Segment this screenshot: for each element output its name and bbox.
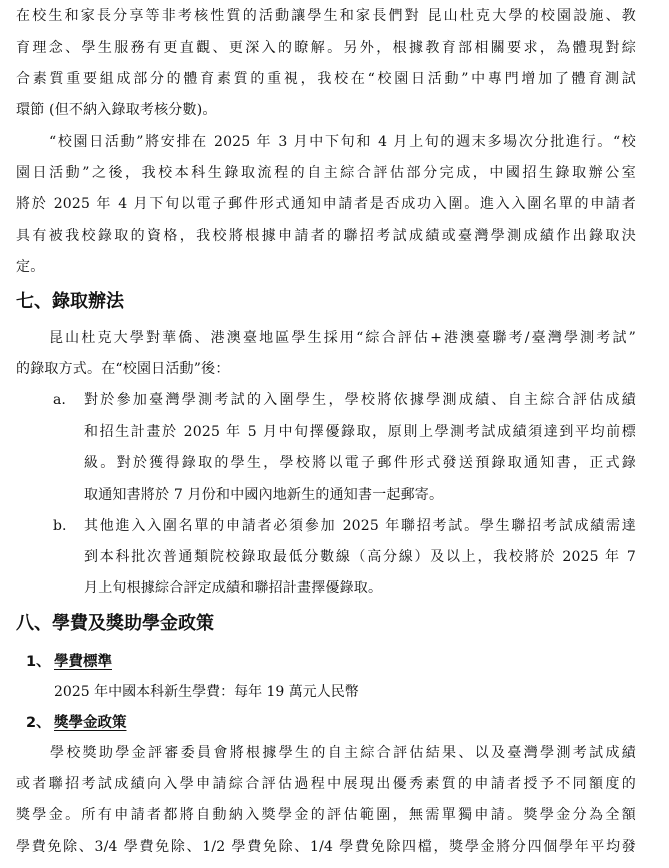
list-item-line: 和招生計畫於 2025 年 5 月中旬擇優錄取，原則上學測考試成績須達到平均前標 (84, 424, 636, 440)
schedule-line: “校園日活動”將安排在 2025 年 3 月中下旬和 4 月上旬的週末多場次分批進行。“校 (49, 134, 636, 150)
intro-line: 育理念、學生服務有更直觀、更深入的瞭解。另外，根據教育部相關要求，為體現對綜 (16, 40, 636, 56)
list-item-line: 級。對於獲得錄取的學生，學校將以電子郵件形式發送預錄取通知書，正式錄 (84, 455, 636, 471)
scholarship-line: 或者聯招考試成績向入學申請綜合評估過程中展現出優秀素質的申請者授予不同額度的 (16, 776, 636, 792)
schedule-line: 將於 2025 年 4 月下旬以電子郵件形式通知申請者是否成功入圍。進入入圍名單的申請者 (16, 196, 636, 212)
list-item-line: 到本科批次普通類院校錄取最低分數線（高分線）及以上，我校將於 2025 年 7 (84, 549, 636, 565)
subsection-number: 1、 (26, 654, 51, 670)
schedule-line: 園日活動”之後，我校本科生錄取流程的自主綜合評估部分完成，中國招生錄取辦公室 (16, 165, 636, 181)
schedule-line: 定。 (16, 259, 45, 275)
section7-intro-line: 昆山杜克大學對華僑、港澳臺地區學生採用“綜合評估+港澳臺聯考/臺灣學測考試” (49, 330, 636, 346)
section-heading: 八、學費及獎助學金政策 (16, 613, 214, 634)
subsection-title: 獎學金政策 (54, 715, 127, 731)
tuition-text: 2025 年中國本科新生學費：每年 19 萬元人民幣 (54, 684, 359, 700)
list-item-line: 取通知書將於 7 月份和中國內地新生的通知書一起郵寄。 (84, 487, 444, 503)
subsection-title: 學費標準 (54, 654, 112, 670)
scholarship-line: 獎學金。所有申請者都將自動納入獎學金的評估範圍，無需單獨申請。獎學金分為全額 (16, 807, 636, 823)
section7-intro-line: 的錄取方式。在“校園日活動”後： (16, 361, 230, 377)
list-marker: b. (53, 518, 67, 534)
intro-line: 環節 (但不納入錄取考核分數)。 (16, 102, 217, 118)
scholarship-line: 學費免除、3/4 學費免除、1/2 學費免除、1/4 學費免除四檔，獎學金將分四個學年平均發 (16, 839, 636, 855)
list-item-line: 其他進入入圍名單的申請者必須參加 2025 年聯招考試。學生聯招考試成績需達 (84, 518, 636, 534)
list-item-line: 對於參加臺灣學測考試的入圍學生，學校將依據學測成績、自主綜合評估成績 (84, 392, 636, 408)
schedule-line: 具有被我校錄取的資格，我校將根據申請者的聯招考試成績或臺灣學測成績作出錄取決 (16, 228, 636, 244)
list-item-line: 月上旬根據綜合評定成績和聯招計畫擇優錄取。 (84, 580, 383, 596)
subsection-number: 2、 (26, 715, 51, 731)
intro-line: 合素質重要組成部分的體育素質的重視，我校在“校園日活動”中專門增加了體育測試 (16, 71, 636, 87)
intro-line: 在校生和家長分享等非考核性質的活動讓學生和家長們對 昆山杜克大學的校園設施、教 (16, 8, 636, 24)
scholarship-line: 學校獎助學金評審委員會將根據學生的自主綜合評估結果、以及臺灣學測考試成績 (50, 745, 636, 761)
section-heading: 七、錄取辦法 (16, 291, 124, 312)
list-marker: a. (53, 392, 66, 408)
